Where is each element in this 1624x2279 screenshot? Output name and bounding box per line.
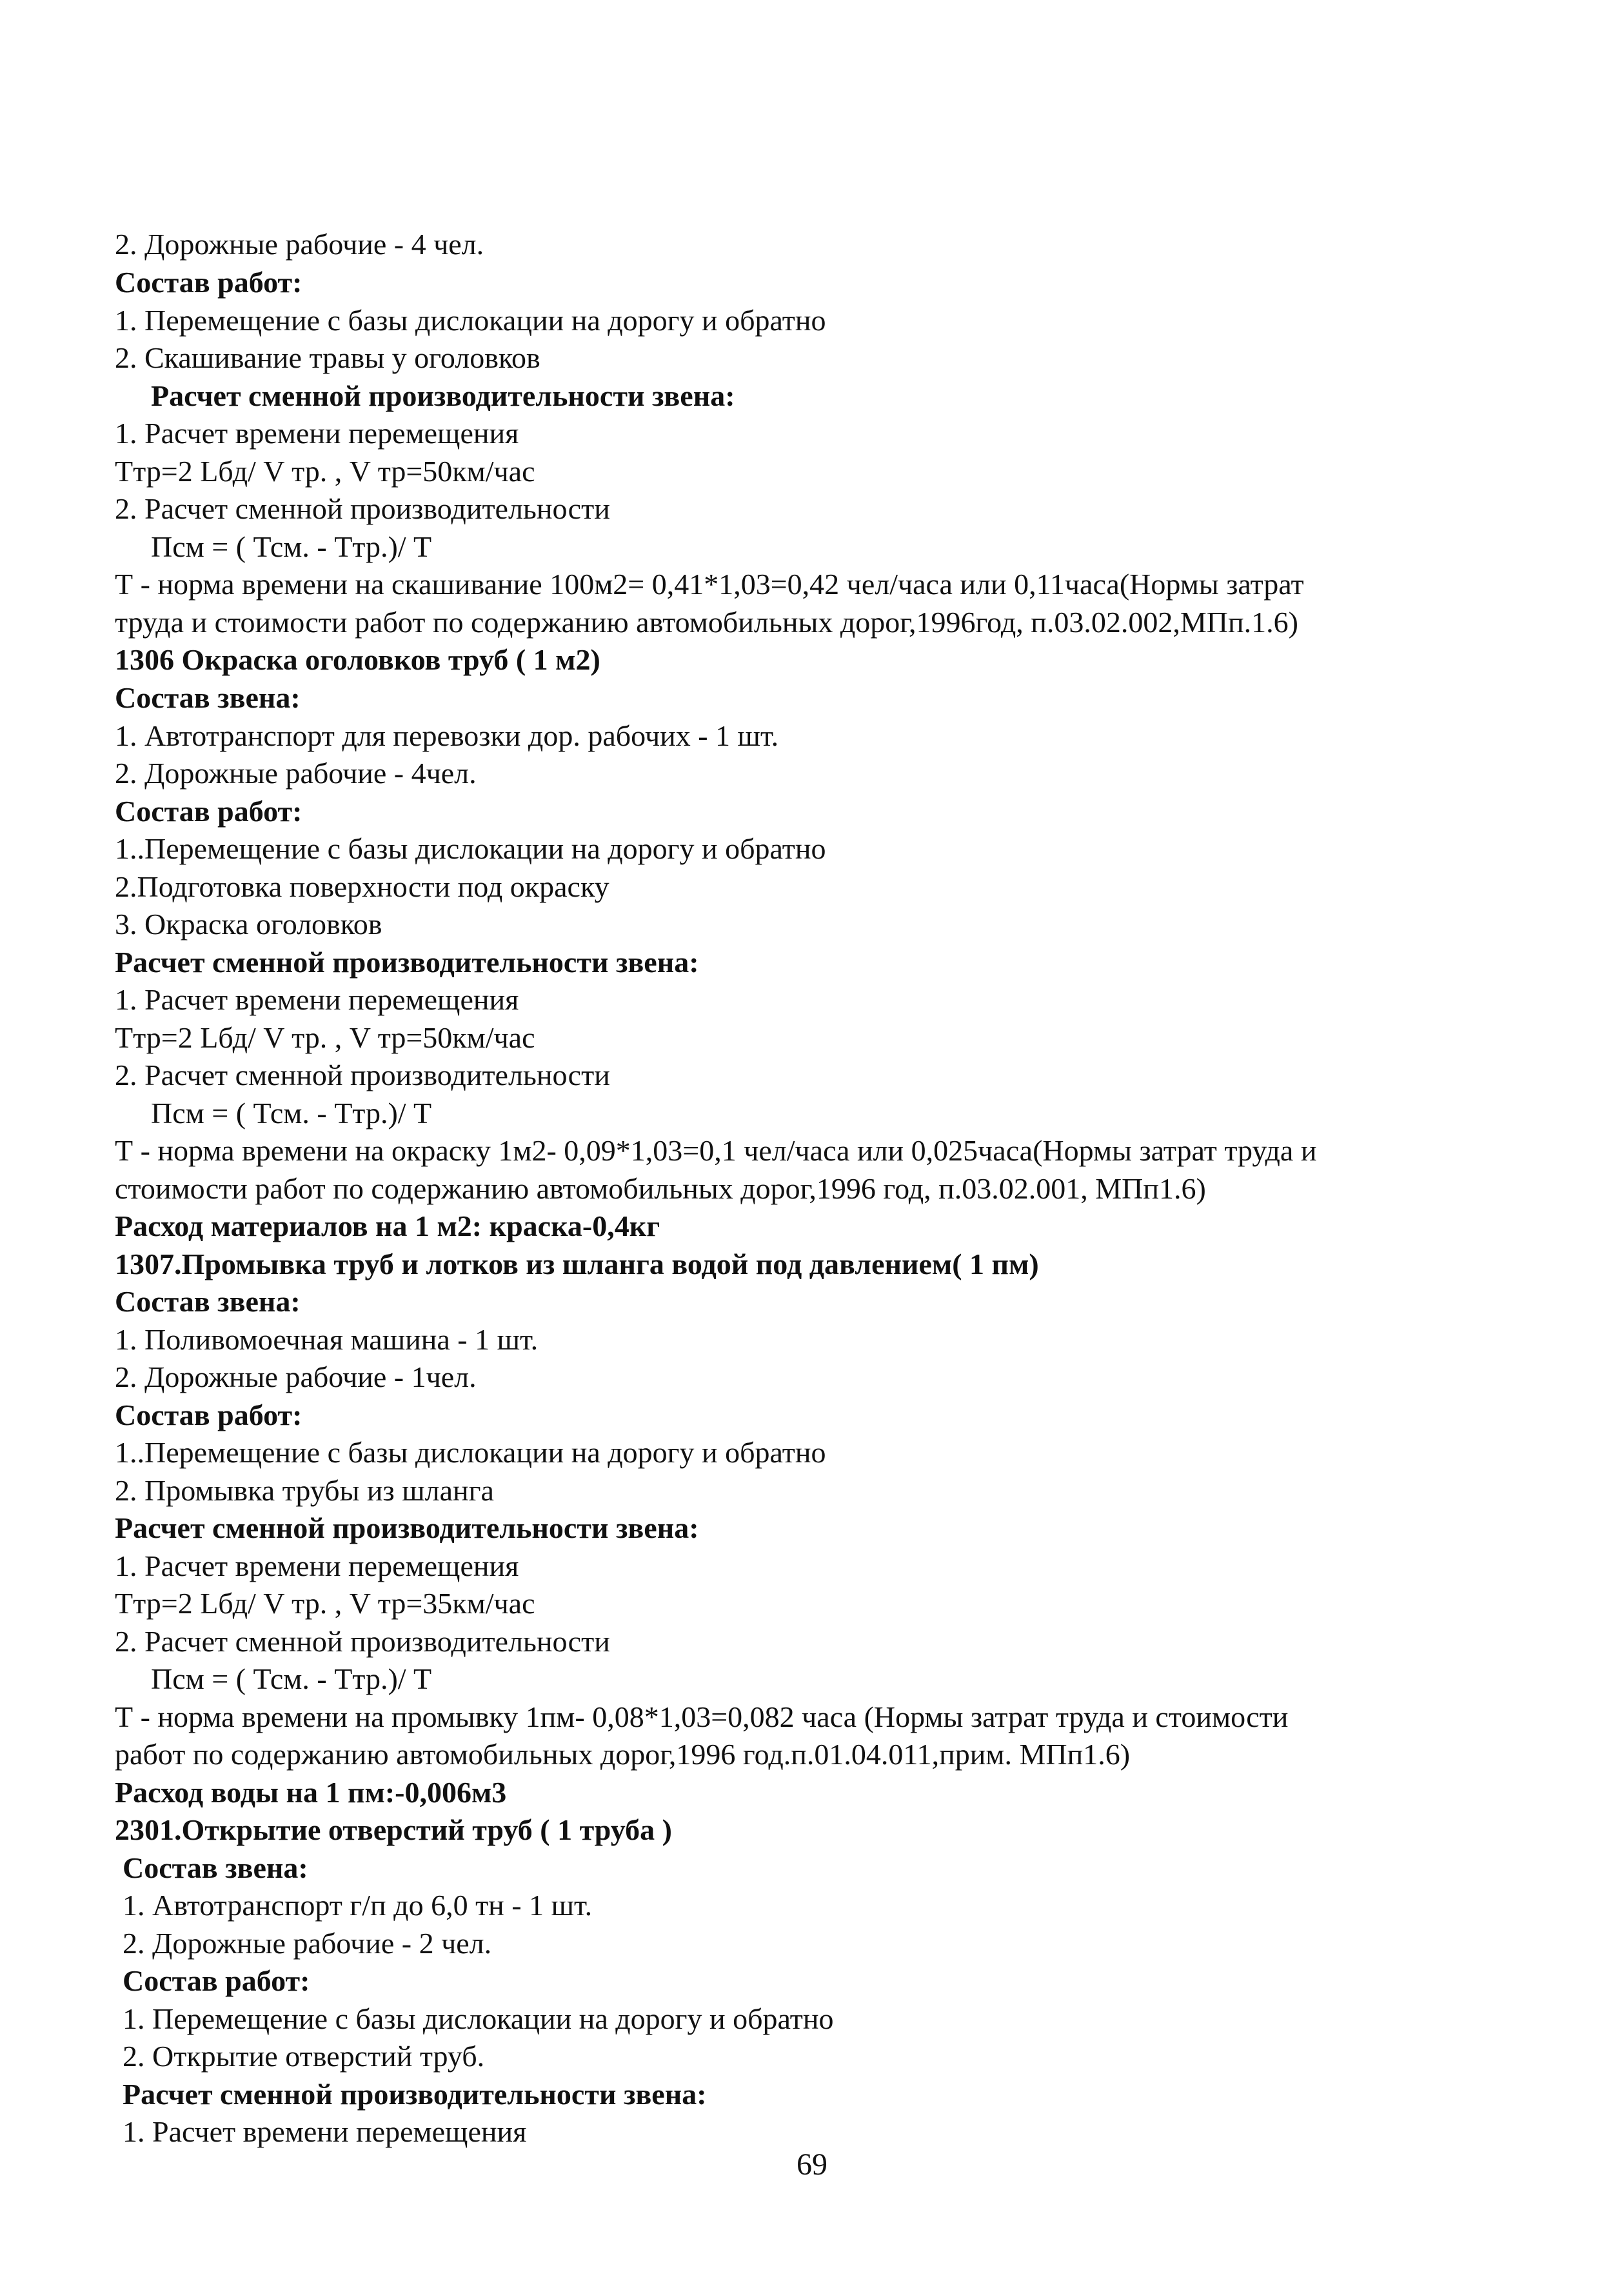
text-line: 2. Дорожные рабочие - 2 чел. — [123, 1927, 492, 1960]
text-line: 2. Дорожные рабочие - 4чел. — [115, 757, 477, 790]
text-line: 3. Окраска оголовков — [115, 908, 382, 940]
text-line: Псм = ( Тсм. - Ттр.)/ Т — [151, 530, 432, 563]
text-line: 1. Расчет времени перемещения — [115, 983, 519, 1016]
text-line: Псм = ( Тсм. - Ттр.)/ Т — [151, 1097, 432, 1130]
text-line: 1. Перемещение с базы дислокации на дорогу и обратно — [123, 2002, 834, 2035]
text-line: труда и стоимости работ по содержанию автомобильных дорог,1996год, п.03.02.002,МПп.1.6) — [115, 606, 1298, 639]
heading-line: Состав работ: — [115, 1398, 302, 1431]
text-line: Т - норма времени на скашивание 100м2= 0,41*1,03=0,42 чел/часа или 0,11часа(Нормы затрат — [115, 568, 1304, 601]
text-line: Ттр=2 Lбд/ V тр. , V тр=50км/час — [115, 1021, 535, 1054]
heading-line: Состав работ: — [115, 266, 302, 299]
text-line: 2. Дорожные рабочие - 4 чел. — [115, 228, 484, 261]
heading-line: Расход воды на 1 пм:-0,006м3 — [115, 1776, 507, 1809]
heading-line: Состав звена: — [123, 1851, 308, 1884]
text-line: 1. Расчет времени перемещения — [123, 2115, 527, 2148]
text-line: 1. Перемещение с базы дислокации на дорогу и обратно — [115, 304, 826, 337]
heading-line: Состав звена: — [115, 1285, 301, 1318]
heading-line: Состав работ: — [115, 795, 302, 828]
text-line: 2. Расчет сменной производительности — [115, 492, 610, 525]
heading-line: 2301.Открытие отверстий труб ( 1 труба ) — [115, 1813, 672, 1846]
text-line: 2. Скашивание травы у оголовков — [115, 341, 540, 374]
text-line: 1. Автотранспорт г/п до 6,0 тн - 1 шт. — [123, 1889, 593, 1922]
heading-line: Расчет сменной производительности звена: — [115, 946, 699, 979]
text-line: 2. Расчет сменной производительности — [115, 1625, 610, 1658]
text-line: 1. Расчет времени перемещения — [115, 1549, 519, 1582]
text-line: стоимости работ по содержанию автомобильных дорог,1996 год, п.03.02.001, МПп1.6) — [115, 1172, 1206, 1205]
heading-line: 1306 Окраска оголовков труб ( 1 м2) — [115, 643, 600, 676]
text-line: 1..Перемещение с базы дислокации на дорогу и обратно — [115, 1436, 826, 1469]
text-line: 1. Расчет времени перемещения — [115, 417, 519, 450]
text-line: 1. Поливомоечная машина - 1 шт. — [115, 1323, 539, 1356]
page-number: 69 — [797, 2147, 827, 2182]
text-line: 2. Расчет сменной производительности — [115, 1059, 610, 1091]
heading-line: Расход материалов на 1 м2: краска-0,4кг — [115, 1209, 660, 1242]
text-line: работ по содержанию автомобильных дорог,1996 год.п.01.04.011,прим. МПп1.6) — [115, 1738, 1131, 1771]
heading-line: Расчет сменной производительности звена: — [115, 1511, 699, 1544]
heading-line: Состав звена: — [115, 681, 301, 714]
heading-line: 1307.Промывка труб и лотков из шланга водой под давлением( 1 пм) — [115, 1248, 1039, 1280]
heading-line: Состав работ: — [123, 1964, 310, 1997]
text-line: 2. Промывка трубы из шланга — [115, 1474, 494, 1507]
text-line: 1..Перемещение с базы дислокации на дорогу и обратно — [115, 832, 826, 865]
text-line: 2. Открытие отверстий труб. — [123, 2040, 485, 2073]
text-line: 1. Автотранспорт для перевозки дор. рабочих - 1 шт. — [115, 719, 779, 752]
heading-line: Расчет сменной производительности звена: — [151, 379, 735, 412]
heading-line: Расчет сменной производительности звена: — [123, 2078, 707, 2111]
text-line: Ттр=2 Lбд/ V тр. , V тр=35км/час — [115, 1587, 535, 1620]
text-line: Ттр=2 Lбд/ V тр. , V тр=50км/час — [115, 455, 535, 488]
text-line: Т - норма времени на промывку 1пм- 0,08*1,03=0,082 часа (Нормы затрат труда и стоимости — [115, 1700, 1289, 1733]
text-line: 2.Подготовка поверхности под окраску — [115, 870, 609, 903]
text-line: 2. Дорожные рабочие - 1чел. — [115, 1360, 477, 1393]
text-line: Т - норма времени на окраску 1м2- 0,09*1,03=0,1 чел/часа или 0,025часа(Нормы затрат труда и — [115, 1134, 1317, 1167]
text-line: Псм = ( Тсм. - Ттр.)/ Т — [151, 1662, 432, 1695]
